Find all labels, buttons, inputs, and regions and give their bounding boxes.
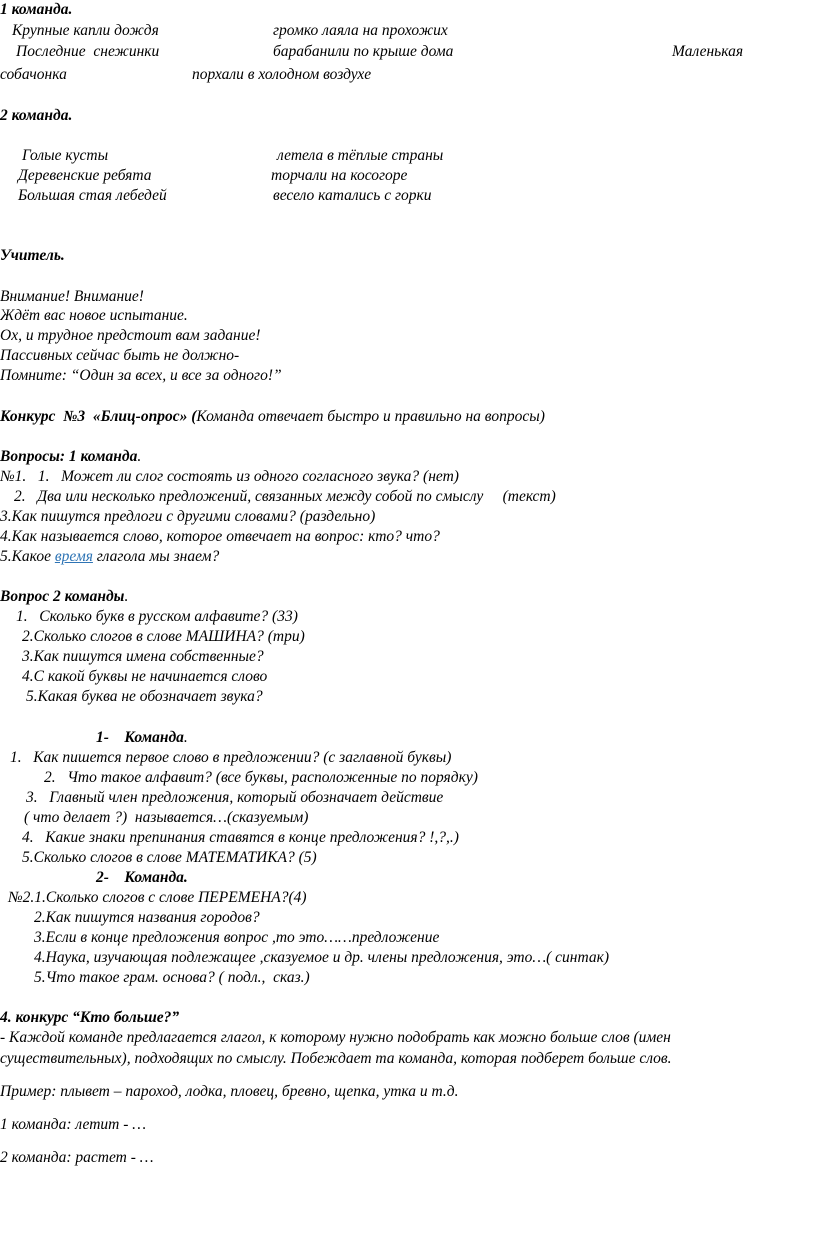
q2-line-1: 1. Сколько букв в русском алфавите? (33) bbox=[16, 608, 298, 625]
q1-line-1: №1. 1. Может ли слог состоять из одного согласного звука? (нет) bbox=[0, 468, 459, 485]
team1-phrase-4: барабанили по крыше дома bbox=[273, 43, 454, 60]
q2-heading: Вопрос 2 команды bbox=[0, 588, 125, 605]
round1-line-3: 3. Главный член предложения, который обозначает действие bbox=[26, 789, 444, 806]
team1-phrase-5: Маленькая bbox=[672, 43, 744, 60]
q1-line-3: 3.Как пишутся предлоги с другими словами? (раздельно) bbox=[0, 508, 376, 525]
contest4-heading: 4. конкурс “Кто больше?” bbox=[0, 1009, 180, 1026]
round2-line-5: 5.Что такое грам. основа? ( подл., сказ.) bbox=[34, 969, 310, 986]
team2-phrase-1: Голые кусты bbox=[22, 147, 109, 164]
time-link[interactable]: время bbox=[54, 548, 93, 565]
round1-line-1: 1. Как пишется первое слово в предложении? (с заглавной буквы) bbox=[10, 749, 452, 766]
contest4-example: Пример: плывет – пароход, лодка, пловец, бревно, щепка, утка и т.д. bbox=[0, 1083, 459, 1100]
team2-phrase-4: торчали на косогоре bbox=[271, 167, 408, 184]
contest3-title: Конкурс №3 «Блиц-опрос» ( bbox=[0, 408, 197, 425]
contest3-line bbox=[0, 407, 545, 427]
contest4-desc-1: - Каждой команде предлагается глагол, к которому нужно подобрать как можно больше слов (имен bbox=[0, 1029, 671, 1046]
poem-line-1: Внимание! Внимание! bbox=[0, 288, 144, 305]
team1-phrase-1: Крупные капли дождя bbox=[12, 22, 159, 39]
poem-line-2: Ждёт вас новое испытание. bbox=[0, 307, 188, 324]
poem-line-4: Пассивных сейчас быть не должно- bbox=[0, 347, 240, 364]
q1-line-5: 5.Какое время глагола мы знаем? bbox=[0, 548, 220, 565]
round1-line-6: 5.Сколько слогов в слове МАТЕМАТИКА? (5) bbox=[22, 849, 317, 866]
round2-heading: 2- Команда. bbox=[96, 869, 188, 886]
poem-line-3: Ох, и трудное предстоит вам задание! bbox=[0, 327, 261, 344]
team2-heading: 2 команда. bbox=[0, 107, 73, 124]
team2-phrase-2: летела в тёплые страны bbox=[277, 147, 444, 164]
team1-heading: 1 команда. bbox=[0, 1, 73, 18]
q2-line-3: 3.Как пишутся имена собственные? bbox=[22, 648, 264, 665]
team2-phrase-6: весело катались с горки bbox=[273, 187, 432, 204]
round1-heading: 1- Команда bbox=[96, 729, 184, 746]
team1-phrase-3: Последние снежинки bbox=[16, 43, 160, 60]
contest4-team1: 1 команда: летит - … bbox=[0, 1116, 147, 1133]
team1-phrase-7: порхали в холодном воздухе bbox=[192, 66, 372, 83]
contest4-team2: 2 команда: растет - … bbox=[0, 1149, 154, 1166]
team1-phrase-6: собачонка bbox=[0, 66, 67, 83]
q1-heading: Вопросы: 1 команда bbox=[0, 448, 138, 465]
q2-heading-line: Вопрос 2 команды. bbox=[0, 588, 129, 605]
q1-line-4: 4.Как называется слово, которое отвечает на вопрос: кто? что? bbox=[0, 528, 440, 545]
q1-line-2: 2. Два или несколько предложений, связанных между собой по смыслу (текст) bbox=[14, 488, 556, 505]
contest4-desc-2: существительных), подходящих по смыслу. Побеждает та команда, которая подберет больше слов. bbox=[0, 1050, 672, 1067]
round2-line-3: 3.Если в конце предложения вопрос ,то это……предложение bbox=[34, 929, 440, 946]
poem-line-5: Помните: “Один за всех, и все за одного!” bbox=[0, 367, 282, 384]
round1-line-2: 2. Что такое алфавит? (все буквы, расположенные по порядку) bbox=[44, 769, 478, 786]
team2-phrase-5: Большая стая лебедей bbox=[18, 187, 167, 204]
round1-heading-line: 1- Команда. bbox=[96, 729, 188, 746]
round1-line-4: ( что делает ?) называется…(сказуемым) bbox=[24, 809, 309, 826]
teacher-heading: Учитель. bbox=[0, 247, 65, 264]
round1-line-5: 4. Какие знаки препинания ставятся в конце предложения? !,?,.) bbox=[22, 829, 459, 846]
round2-line-2: 2.Как пишутся названия городов? bbox=[34, 909, 260, 926]
q2-line-5: 5.Какая буква не обозначает звука? bbox=[26, 688, 263, 705]
team2-phrase-3: Деревенские ребята bbox=[18, 167, 152, 184]
q1-heading-line: Вопросы: 1 команда. bbox=[0, 448, 142, 465]
round2-line-4: 4.Наука, изучающая подлежащее ,сказуемое и др. члены предложения, это…( синтак) bbox=[34, 949, 610, 966]
q2-line-2: 2.Сколько слогов в слове МАШИНА? (три) bbox=[22, 628, 305, 645]
team1-phrase-2: громко лаяла на прохожих bbox=[273, 22, 448, 39]
q2-line-4: 4.С какой буквы не начинается слово bbox=[22, 668, 268, 685]
contest3-desc: Команда отвечает быстро и правильно на вопросы) bbox=[196, 408, 545, 425]
round2-line-1: №2.1.Сколько слогов с слове ПЕРЕМЕНА?(4) bbox=[8, 889, 307, 906]
